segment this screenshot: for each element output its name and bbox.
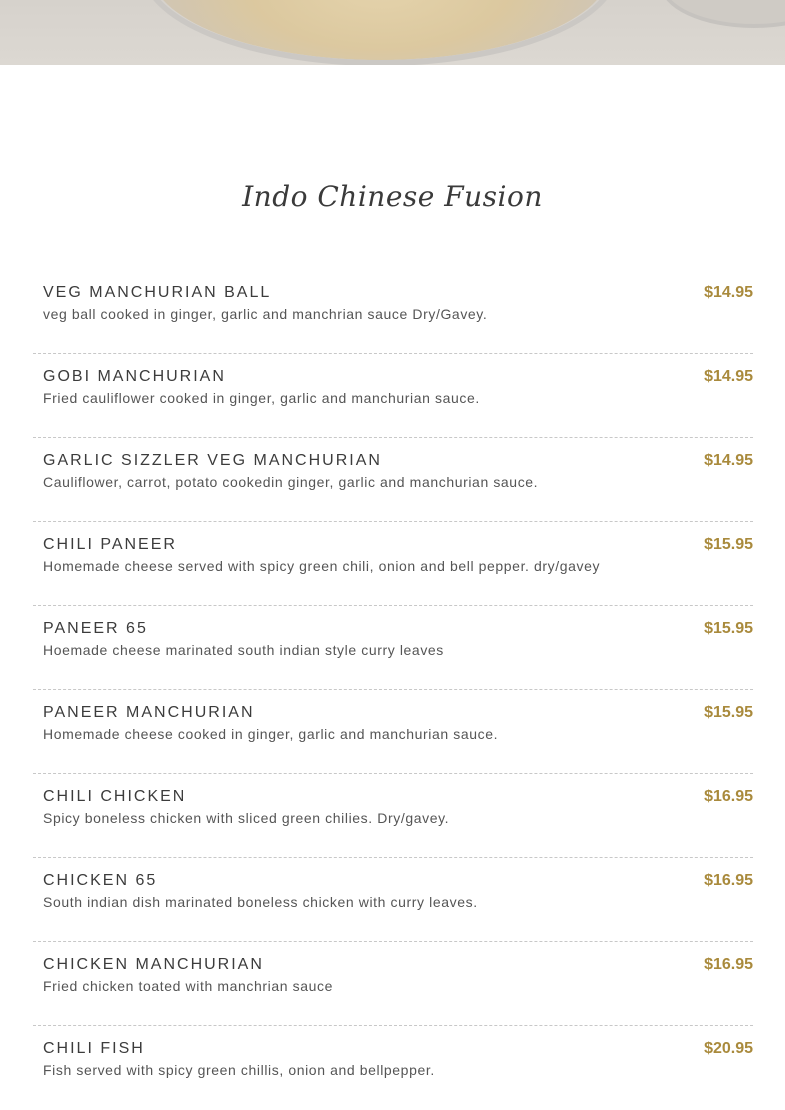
menu-item-description: Homemade cheese served with spicy green chili, onion and bell pepper. dry/gavey xyxy=(43,558,601,574)
menu-item-description: veg ball cooked in ginger, garlic and manchrian sauce Dry/Gavey. xyxy=(43,306,488,322)
menu-item-price: $16.95 xyxy=(704,872,753,889)
hero-banner-image xyxy=(0,0,785,65)
menu-item-description: Fish served with spicy green chillis, onion and bellpepper. xyxy=(43,1062,435,1078)
menu-item-name: VEG MANCHURIAN BALL xyxy=(43,284,272,301)
menu-item-name: CHILI CHICKEN xyxy=(43,788,187,805)
menu-item xyxy=(33,858,753,942)
menu-item-description: Hoemade cheese marinated south indian style curry leaves xyxy=(43,642,444,658)
menu-list xyxy=(33,270,753,1110)
menu-item-description: Spicy boneless chicken with sliced green chilies. Dry/gavey. xyxy=(43,810,450,826)
menu-item-description: South indian dish marinated boneless chicken with curry leaves. xyxy=(43,894,478,910)
menu-item-name: GARLIC SIZZLER VEG MANCHURIAN xyxy=(43,452,382,469)
menu-item-name: CHILI FISH xyxy=(43,1040,145,1057)
menu-item-description: Homemade cheese cooked in ginger, garlic and manchurian sauce. xyxy=(43,726,499,742)
menu-item-price: $16.95 xyxy=(704,956,753,973)
section-title: Indo Chinese Fusion xyxy=(242,180,543,213)
bowl-rim xyxy=(140,0,620,65)
menu-item-price: $15.95 xyxy=(704,620,753,637)
menu-item-price: $14.95 xyxy=(704,284,753,301)
menu-item xyxy=(33,438,753,522)
side-bowl-image xyxy=(660,0,785,28)
menu-item xyxy=(33,606,753,690)
menu-item-name: GOBI MANCHURIAN xyxy=(43,368,226,385)
menu-item-name: CHICKEN MANCHURIAN xyxy=(43,956,264,973)
menu-item-price: $14.95 xyxy=(704,368,753,385)
menu-item-name: PANEER MANCHURIAN xyxy=(43,704,255,721)
menu-item-name: CHICKEN 65 xyxy=(43,872,158,889)
menu-item-price: $14.95 xyxy=(704,452,753,469)
menu-item xyxy=(33,270,753,354)
menu-item xyxy=(33,690,753,774)
menu-item-price: $15.95 xyxy=(704,536,753,553)
menu-item xyxy=(33,1026,753,1110)
menu-item-name: PANEER 65 xyxy=(43,620,148,637)
menu-item-price: $15.95 xyxy=(704,704,753,721)
menu-item xyxy=(33,354,753,438)
menu-item xyxy=(33,522,753,606)
menu-item-name: CHILI PANEER xyxy=(43,536,177,553)
menu-item-description: Fried cauliflower cooked in ginger, garlic and manchurian sauce. xyxy=(43,390,480,406)
menu-item-description: Fried chicken toated with manchrian sauce xyxy=(43,978,333,994)
menu-item-description: Cauliflower, carrot, potato cookedin ginger, garlic and manchurian sauce. xyxy=(43,474,539,490)
menu-item xyxy=(33,942,753,1026)
menu-item xyxy=(33,774,753,858)
menu-item-price: $16.95 xyxy=(704,788,753,805)
menu-item-price: $20.95 xyxy=(704,1040,753,1057)
